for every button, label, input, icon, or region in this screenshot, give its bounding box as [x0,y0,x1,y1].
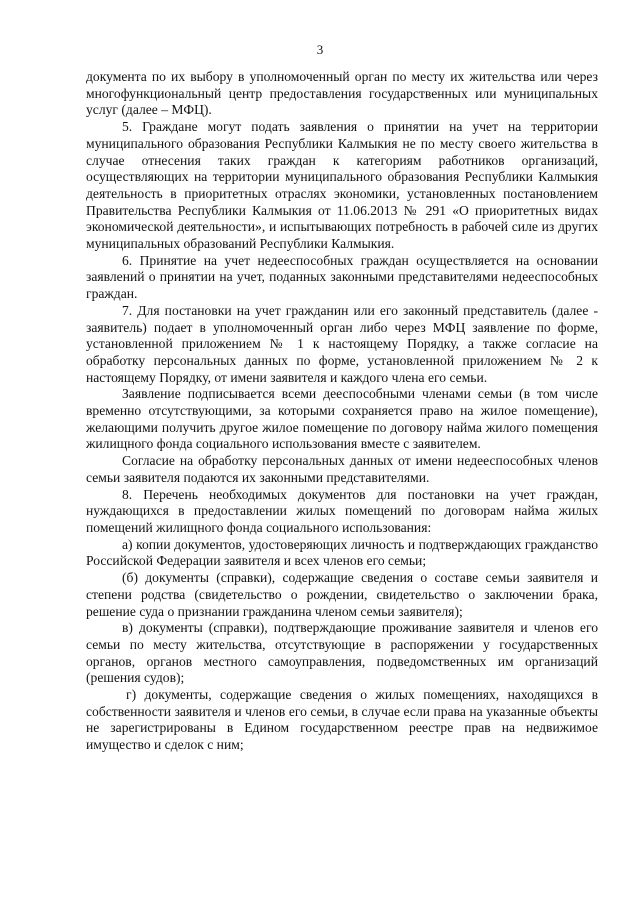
page-number: 3 [316,42,324,57]
paragraph-continuation: документа по их выбору в уполномоченный орган по месту их жительства или через многофункциональный центр предоставления государственных или муниципальных услуг (далее – МФЦ). [86,69,598,118]
paragraph-item-7: 7. Для постановки на учет гражданин или его законный представитель (далее - заявитель) подает в уполномоченный орган либо через МФЦ заявление по форме, установленной приложением № 1 к настоящему Порядку, а также согласие на обработку персональных данных по форме, установленной приложением № 2 к настоящему Порядку, от имени заявителя и каждого члена его семьи. [86,302,598,385]
list-item-v: в) документы (справки), подтверждающие проживание заявителя и членов его семьи по месту жительства, отсутствующие в распоряжении у государственных органов, органов местного самоуправления, подведомственных им организаций (решения судов); [86,620,598,686]
list-item-a: а) копии документов, удостоверяющих личность и подтверждающих гражданство Российской Федерации заявителя и всех членов его семьи; [86,536,598,569]
paragraph-item-8: 8. Перечень необходимых документов для постановки на учет граждан, нуждающихся в предоставлении жилых помещений по договорам найма жилых помещений жилищного фонда социального использования: [86,486,598,535]
paragraph-application-signing: Заявление подписывается всеми дееспособными членами семьи (в том числе временно отсутствующими, за которыми сохраняется право на жилое помещение), желающими получить другое жилое помещение по договору найма жилого помещения жилищного фонда социального использования вместе с заявителем. [86,386,598,452]
paragraph-item-5: 5. Граждане могут подать заявления о принятии на учет на территории муниципального образования Республики Калмыкия не по месту своего жительства в случае отнесения таких граждан к категориям работников организаций, осуществляющих на территории муниципального образования Республики Калмыкия деятельность в приоритетных отраслях экономики, установленных постановлением Правительства Республики Калмыкия от 11.06.2013 № 291 «О приоритетных видах экономической деятельности», и испытывающих потребность в рабочей силе из других муниципальных образований Республики Калмыкия. [86,119,598,252]
list-item-b: (б) документы (справки), содержащие сведения о составе семьи заявителя и степени родства (свидетельство о рождении, свидетельство о заключении брака, решение суда о признании гражданина членом семьи заявителя); [86,570,598,619]
paragraph-consent: Согласие на обработку персональных данных от имени недееспособных членов семьи заявителя подаются их законными представителями. [86,453,598,485]
paragraph-item-6: 6. Принятие на учет недееспособных граждан осуществляется на основании заявлений о принятии на учет, поданных законными представителями недееспособных граждан. [86,252,598,302]
list-item-g: г) документы, содержащие сведения о жилых помещениях, находящихся в собственности заявителя и членов его семьи, в случае если права на указанные объекты не зарегистрированы в Едином государственном реестре прав на недвижимое имущество и сделок с ним; [86,687,598,753]
document-body [86,69,598,754]
